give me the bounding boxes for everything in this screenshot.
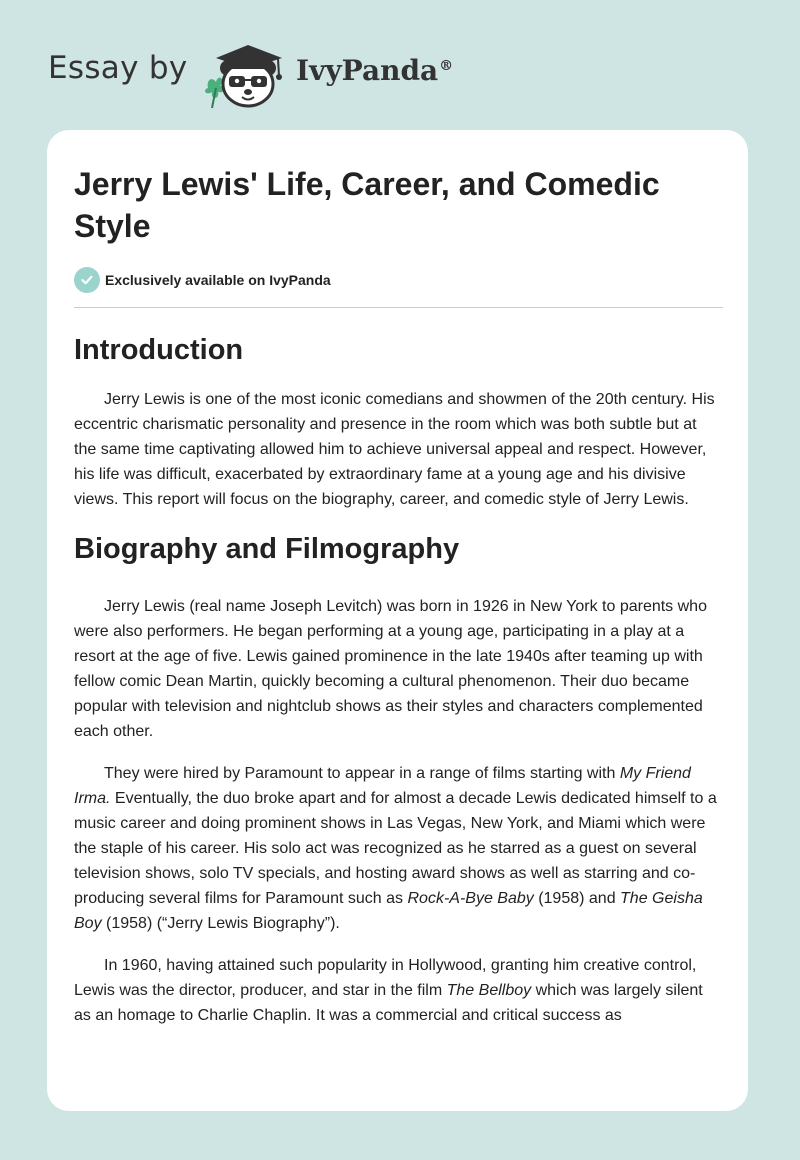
exclusive-badge: [74, 267, 721, 293]
film-title-rock-a-bye-baby: Rock-A-Bye Baby: [407, 890, 534, 907]
bio-p2-text-b: Eventually, the duo broke apart and for almost a decade Lewis dedicated himself to a music career and doing prominent shows in Las Vegas, New York, and Miami which were the staple of his career. His solo act was recognized as he starred as a guest on several television shows, solo TV specials, and hosting award shows as well as starring and co-producing several films for Paramount such as: [74, 790, 717, 907]
essay-title: Jerry Lewis' Life, Career, and Comedic Style: [74, 166, 660, 244]
biography-paragraph-3: [74, 953, 723, 1028]
section-introduction: [74, 332, 721, 512]
bio-p2-text-d: (1958) (“Jerry Lewis Biography”).: [101, 915, 340, 932]
site-header: [48, 38, 508, 110]
section-biography: [74, 531, 721, 1028]
registered-mark: ®: [439, 57, 454, 74]
brand-name: [296, 54, 453, 87]
biography-paragraph-1: Jerry Lewis (real name Joseph Levitch) was born in 1926 in New York to parents who were also performers. He began performing at a young age, participating in a play at a resort at the age of five. Lewis gained prominence in the late 1940s after teaming up with fellow comic Dean Martin, quickly becoming a cultural phenomenon. Their duo became popular with television and nightclub shows as their styles and characters complemented each other.: [74, 598, 707, 740]
essay-by-label: Essay by: [48, 50, 188, 86]
exclusive-badge-label: Exclusively available on IvyPanda: [105, 272, 331, 288]
bio-p3-text-a: In 1960, having attained such popularity in Hollywood, granting him creative control, Lewis was the director, producer, and star in the film: [74, 957, 697, 999]
brand-name-text: IvyPanda: [296, 54, 439, 87]
film-title-the-geisha-boy: The Geisha Boy: [74, 890, 703, 932]
check-icon: [74, 267, 100, 293]
essay-card: [47, 130, 748, 1111]
bio-p2-text-a: They were hired by Paramount to appear in a range of films starting with: [104, 765, 620, 782]
section-heading-biography: Biography and Filmography: [74, 533, 460, 565]
bio-p3-text-b: which was largely silent as an homage to Charlie Chaplin. It was a commercial and critical success as: [74, 982, 703, 1024]
bio-p2-text-c: (1958) and: [533, 890, 621, 907]
panda-logo-icon: [202, 38, 292, 110]
intro-paragraph: Jerry Lewis is one of the most iconic comedians and showmen of the 20th century. His eccentric charismatic personality and presence in the room which was both subtle but at the same time captivating allowed him to achieve universal appeal and respect. However, his life was difficult, exacerbated by extraordinary fame at a young age and his divisive views. This report will focus on the biography, career, and comedic style of Jerry Lewis.: [74, 391, 715, 508]
section-heading-introduction: Introduction: [74, 334, 244, 366]
film-title-the-bellboy: The Bellboy: [446, 982, 532, 999]
film-title-my-friend-irma: My Friend Irma.: [74, 765, 691, 807]
biography-paragraph-2: [74, 761, 723, 936]
title-divider: [74, 307, 723, 308]
